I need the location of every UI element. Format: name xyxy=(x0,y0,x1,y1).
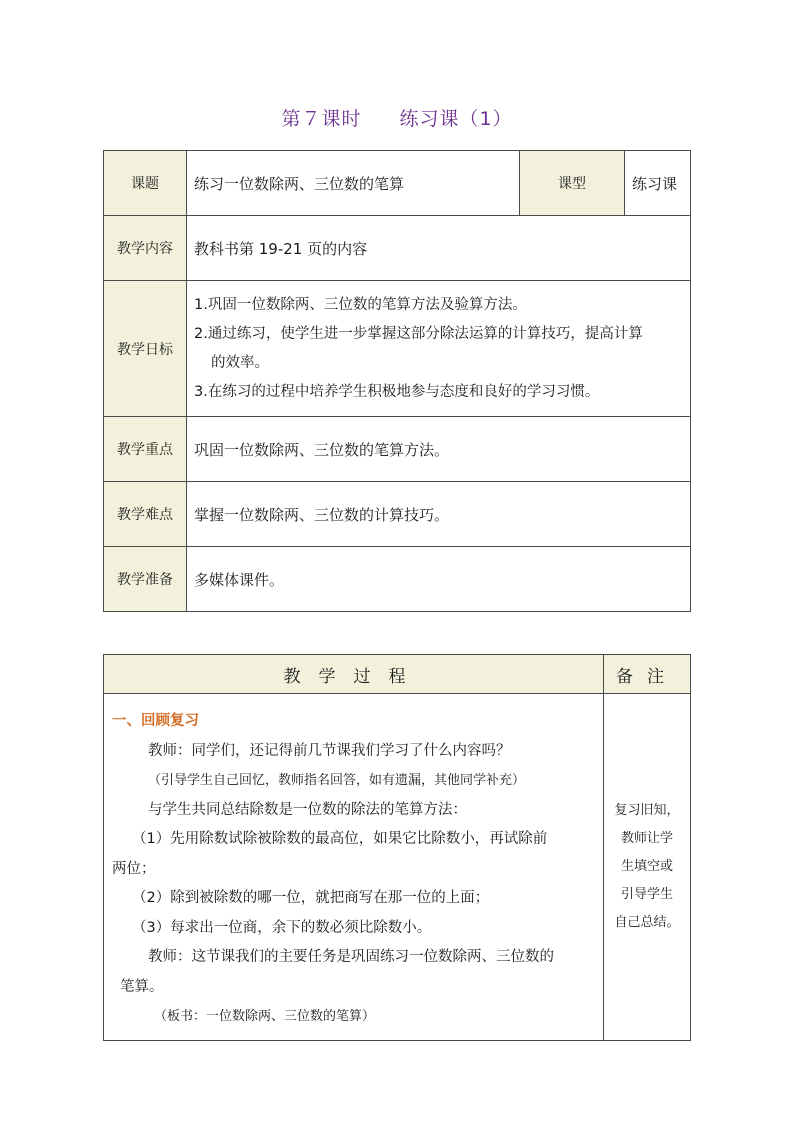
note-line: 引导学生 xyxy=(620,886,673,902)
process-header-row xyxy=(104,655,691,694)
process-line: 与学生共同总结除数是一位数的除法的笔算方法： xyxy=(148,801,467,818)
process-line: （引导学生自己回忆，教师指名回答，如有遗漏，其他同学补充） xyxy=(148,773,526,788)
prep-row xyxy=(104,547,691,612)
prep-value: 多媒体课件。 xyxy=(187,547,691,612)
difficulty-row xyxy=(104,482,691,547)
topic-label: 课题 xyxy=(104,151,187,216)
type-label: 课型 xyxy=(520,151,625,216)
content-label: 教学内容 xyxy=(104,216,187,281)
process-content xyxy=(104,694,604,1041)
process-line: （1）先用除数试除被除数的最高位，如果它比除数小，再试除前 xyxy=(132,831,548,847)
teaching-process-table xyxy=(103,654,691,1041)
note-line: 自己总结。 xyxy=(614,914,680,930)
notes-header: 备注 xyxy=(604,655,691,694)
goal-item: 2.通过练习，使学生进一步掌握这部分除法运算的计算技巧，提高计算 xyxy=(194,325,643,342)
process-line: 教师：这节课我们的主要任务是巩固练习一位数除两、三位数的 xyxy=(148,949,554,965)
note-line: 生填空或 xyxy=(620,858,673,874)
process-line: （2）除到被除数的哪一位，就把商写在那一位的上面； xyxy=(132,890,490,906)
content-row xyxy=(104,216,691,281)
goals-label: 教学日标 xyxy=(104,281,187,417)
topic-value: 练习一位数除两、三位数的笔算 xyxy=(187,151,520,216)
goals-row xyxy=(104,281,691,417)
difficulty-value: 掌握一位数除两、三位数的计算技巧。 xyxy=(187,482,691,547)
process-line: 笔算。 xyxy=(120,978,164,995)
process-header: 教学过程 xyxy=(104,655,604,694)
key-label: 教学重点 xyxy=(104,417,187,482)
prep-label: 教学准备 xyxy=(104,547,187,612)
note-line: 复习旧知， xyxy=(614,802,680,818)
content-value: 教科书第 19-21 页的内容 xyxy=(187,216,691,281)
goal-item: 的效率。 xyxy=(211,354,269,371)
type-value: 练习课 xyxy=(625,151,691,216)
topic-row xyxy=(104,151,691,216)
process-line: 两位； xyxy=(112,860,156,877)
lesson-number: 第７课时 xyxy=(281,108,362,130)
process-line: 教师：同学们，还记得前几节课我们学习了什么内容吗？ xyxy=(148,742,511,759)
goal-item: 3.在练习的过程中培养学生积极地参与态度和良好的学习习惯。 xyxy=(194,383,600,400)
note-line: 教师让学 xyxy=(620,830,673,846)
key-value: 巩固一位数除两、三位数的笔算方法。 xyxy=(187,417,691,482)
goals-list xyxy=(187,281,691,417)
page-title xyxy=(0,104,794,131)
process-line: （板书：一位数除两、三位数的笔算） xyxy=(154,1009,376,1024)
section-title: 一、回顾复习 xyxy=(112,713,199,729)
lesson-topic: 练习课（1） xyxy=(399,108,513,130)
process-line: （3）每求出一位商，余下的数必须比除数小。 xyxy=(132,919,432,936)
process-notes xyxy=(604,694,691,1041)
goal-item: 1.巩固一位数除两、三位数的笔算方法及验算方法。 xyxy=(194,296,527,313)
key-row xyxy=(104,417,691,482)
lesson-info-table xyxy=(103,150,691,612)
difficulty-label: 教学难点 xyxy=(104,482,187,547)
process-body-row xyxy=(104,694,691,1041)
